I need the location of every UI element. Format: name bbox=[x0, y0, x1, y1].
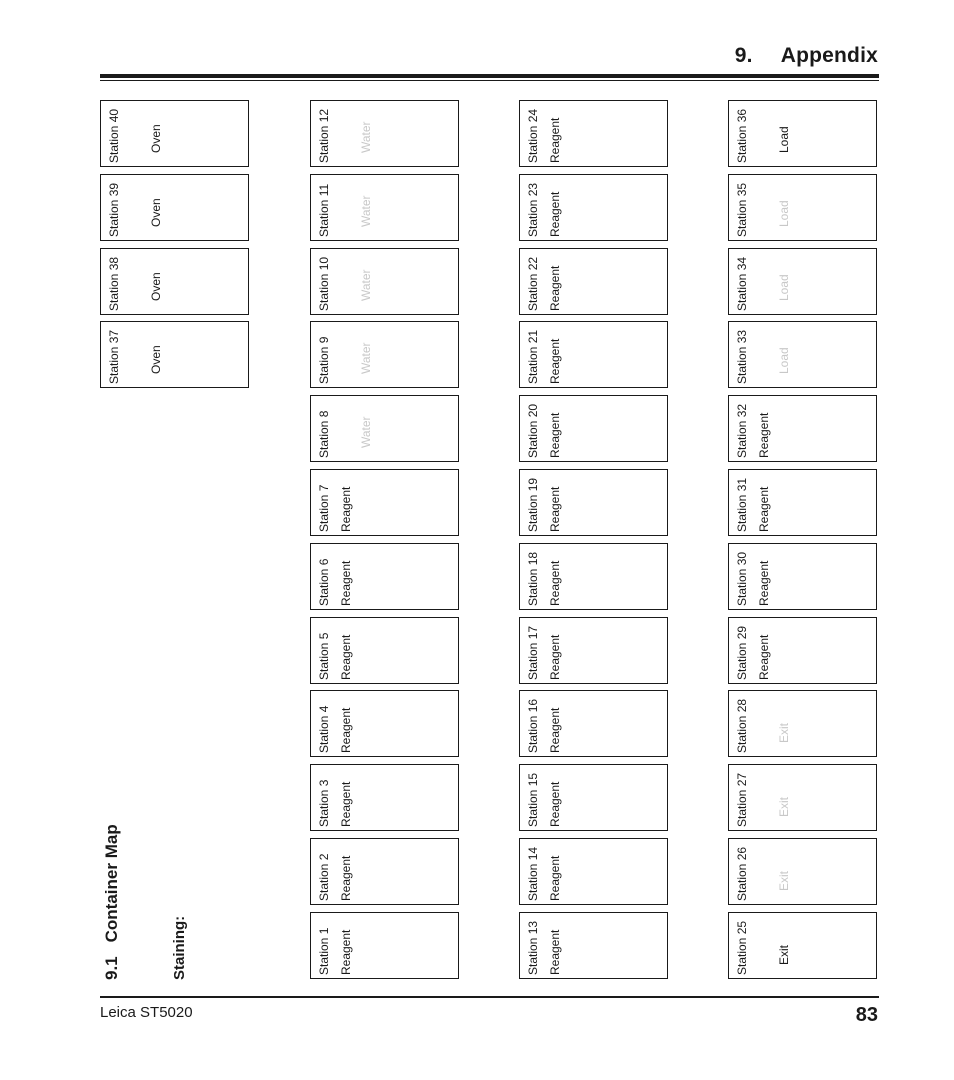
station-box bbox=[519, 248, 668, 315]
station-name: Station 25 bbox=[735, 920, 749, 975]
station-box bbox=[519, 469, 668, 536]
station-box bbox=[728, 543, 877, 610]
station-type: Reagent bbox=[548, 781, 562, 827]
station-type: Reagent bbox=[548, 191, 562, 237]
station-name: Station 19 bbox=[526, 477, 540, 532]
station-box bbox=[310, 764, 459, 831]
station-box bbox=[100, 100, 249, 167]
station-type: Reagent bbox=[548, 855, 562, 901]
header-rule-thick bbox=[100, 74, 879, 78]
station-type: Exit bbox=[777, 796, 791, 817]
station-name: Station 9 bbox=[317, 336, 331, 384]
station-name: Station 1 bbox=[317, 927, 331, 975]
station-type: Reagent bbox=[757, 412, 771, 458]
station-type: Reagent bbox=[548, 486, 562, 532]
station-box bbox=[310, 174, 459, 241]
station-box bbox=[519, 838, 668, 905]
chapter-number: 9. bbox=[734, 44, 753, 67]
station-box bbox=[728, 395, 877, 462]
station-type: Exit bbox=[777, 870, 791, 891]
station-name: Station 28 bbox=[735, 698, 749, 753]
station-type: Reagent bbox=[757, 486, 771, 532]
station-name: Station 6 bbox=[317, 558, 331, 606]
station-type: Oven bbox=[149, 272, 163, 301]
station-name: Station 27 bbox=[735, 772, 749, 827]
station-type: Load bbox=[777, 347, 791, 374]
station-box bbox=[519, 100, 668, 167]
station-type: Load bbox=[777, 274, 791, 301]
station-name: Station 21 bbox=[526, 329, 540, 384]
station-box bbox=[728, 174, 877, 241]
station-type: Reagent bbox=[548, 560, 562, 606]
station-box bbox=[310, 690, 459, 757]
station-box bbox=[100, 174, 249, 241]
station-type: Reagent bbox=[339, 560, 353, 606]
footer-rule bbox=[100, 996, 879, 998]
station-box bbox=[728, 100, 877, 167]
station-box bbox=[728, 469, 877, 536]
station-box bbox=[310, 469, 459, 536]
station-box bbox=[728, 321, 877, 388]
page-number: 83 bbox=[855, 1004, 878, 1026]
station-box bbox=[728, 912, 877, 979]
station-type: Reagent bbox=[548, 265, 562, 311]
station-box bbox=[519, 912, 668, 979]
station-name: Station 14 bbox=[526, 846, 540, 901]
station-name: Station 23 bbox=[526, 182, 540, 237]
station-box bbox=[519, 617, 668, 684]
station-name: Station 3 bbox=[317, 779, 331, 827]
header-rule-thin bbox=[100, 80, 879, 81]
station-name: Station 31 bbox=[735, 477, 749, 532]
station-type: Water bbox=[359, 342, 373, 374]
station-name: Station 34 bbox=[735, 256, 749, 311]
station-name: Station 40 bbox=[107, 108, 121, 163]
footer-product: Leica ST5020 bbox=[100, 1004, 193, 1021]
station-type: Reagent bbox=[548, 412, 562, 458]
station-box bbox=[519, 690, 668, 757]
station-name: Station 11 bbox=[317, 183, 331, 237]
station-name: Station 30 bbox=[735, 551, 749, 606]
station-name: Station 38 bbox=[107, 256, 121, 311]
station-name: Station 12 bbox=[317, 108, 331, 163]
station-box bbox=[310, 912, 459, 979]
station-name: Station 29 bbox=[735, 625, 749, 680]
station-type: Reagent bbox=[548, 929, 562, 975]
station-box bbox=[100, 321, 249, 388]
station-name: Station 7 bbox=[317, 484, 331, 532]
station-name: Station 5 bbox=[317, 632, 331, 680]
station-box bbox=[310, 395, 459, 462]
station-name: Station 36 bbox=[735, 108, 749, 163]
station-box bbox=[519, 174, 668, 241]
station-box bbox=[728, 617, 877, 684]
station-name: Station 2 bbox=[317, 853, 331, 901]
section-number: 9.1 bbox=[102, 956, 121, 980]
station-name: Station 10 bbox=[317, 256, 331, 311]
station-box bbox=[310, 248, 459, 315]
station-name: Station 37 bbox=[107, 329, 121, 384]
station-name: Station 4 bbox=[317, 705, 331, 753]
station-type: Water bbox=[359, 269, 373, 301]
station-type: Reagent bbox=[339, 855, 353, 901]
station-name: Station 20 bbox=[526, 403, 540, 458]
station-name: Station 33 bbox=[735, 329, 749, 384]
station-box bbox=[310, 100, 459, 167]
station-box bbox=[100, 248, 249, 315]
station-type: Reagent bbox=[548, 707, 562, 753]
station-type: Oven bbox=[149, 124, 163, 153]
station-name: Station 15 bbox=[526, 772, 540, 827]
station-type: Reagent bbox=[757, 634, 771, 680]
station-type: Reagent bbox=[548, 338, 562, 384]
station-box bbox=[310, 543, 459, 610]
station-box bbox=[519, 395, 668, 462]
station-type: Oven bbox=[149, 345, 163, 374]
station-type: Reagent bbox=[339, 634, 353, 680]
station-type: Load bbox=[777, 200, 791, 227]
station-type: Reagent bbox=[548, 634, 562, 680]
station-box bbox=[728, 690, 877, 757]
station-type: Reagent bbox=[548, 117, 562, 163]
station-type: Reagent bbox=[339, 929, 353, 975]
station-type: Reagent bbox=[339, 707, 353, 753]
station-type: Load bbox=[777, 126, 791, 153]
station-name: Station 18 bbox=[526, 551, 540, 606]
section-title: Container Map bbox=[102, 824, 121, 943]
station-box bbox=[728, 838, 877, 905]
station-type: Exit bbox=[777, 944, 791, 965]
station-box bbox=[310, 321, 459, 388]
station-name: Station 39 bbox=[107, 182, 121, 237]
station-type: Water bbox=[359, 416, 373, 448]
station-name: Station 16 bbox=[526, 698, 540, 753]
station-box bbox=[728, 764, 877, 831]
chapter-heading bbox=[735, 44, 878, 68]
station-type: Reagent bbox=[757, 560, 771, 606]
section-heading bbox=[102, 824, 122, 980]
staining-label: Staining: bbox=[171, 915, 188, 980]
station-name: Station 26 bbox=[735, 846, 749, 901]
station-type: Oven bbox=[149, 198, 163, 227]
station-name: Station 35 bbox=[735, 182, 749, 237]
station-box bbox=[519, 764, 668, 831]
station-name: Station 24 bbox=[526, 108, 540, 163]
station-name: Station 22 bbox=[526, 256, 540, 311]
station-type: Water bbox=[359, 121, 373, 153]
station-box bbox=[310, 838, 459, 905]
station-name: Station 17 bbox=[526, 625, 540, 680]
station-type: Exit bbox=[777, 722, 791, 743]
station-name: Station 13 bbox=[526, 920, 540, 975]
station-name: Station 32 bbox=[735, 403, 749, 458]
station-box bbox=[519, 321, 668, 388]
station-box bbox=[519, 543, 668, 610]
station-name: Station 8 bbox=[317, 410, 331, 458]
chapter-title: Appendix bbox=[780, 44, 878, 67]
station-type: Reagent bbox=[339, 486, 353, 532]
station-type: Reagent bbox=[339, 781, 353, 827]
station-type: Water bbox=[359, 195, 373, 227]
station-box bbox=[310, 617, 459, 684]
station-box bbox=[728, 248, 877, 315]
